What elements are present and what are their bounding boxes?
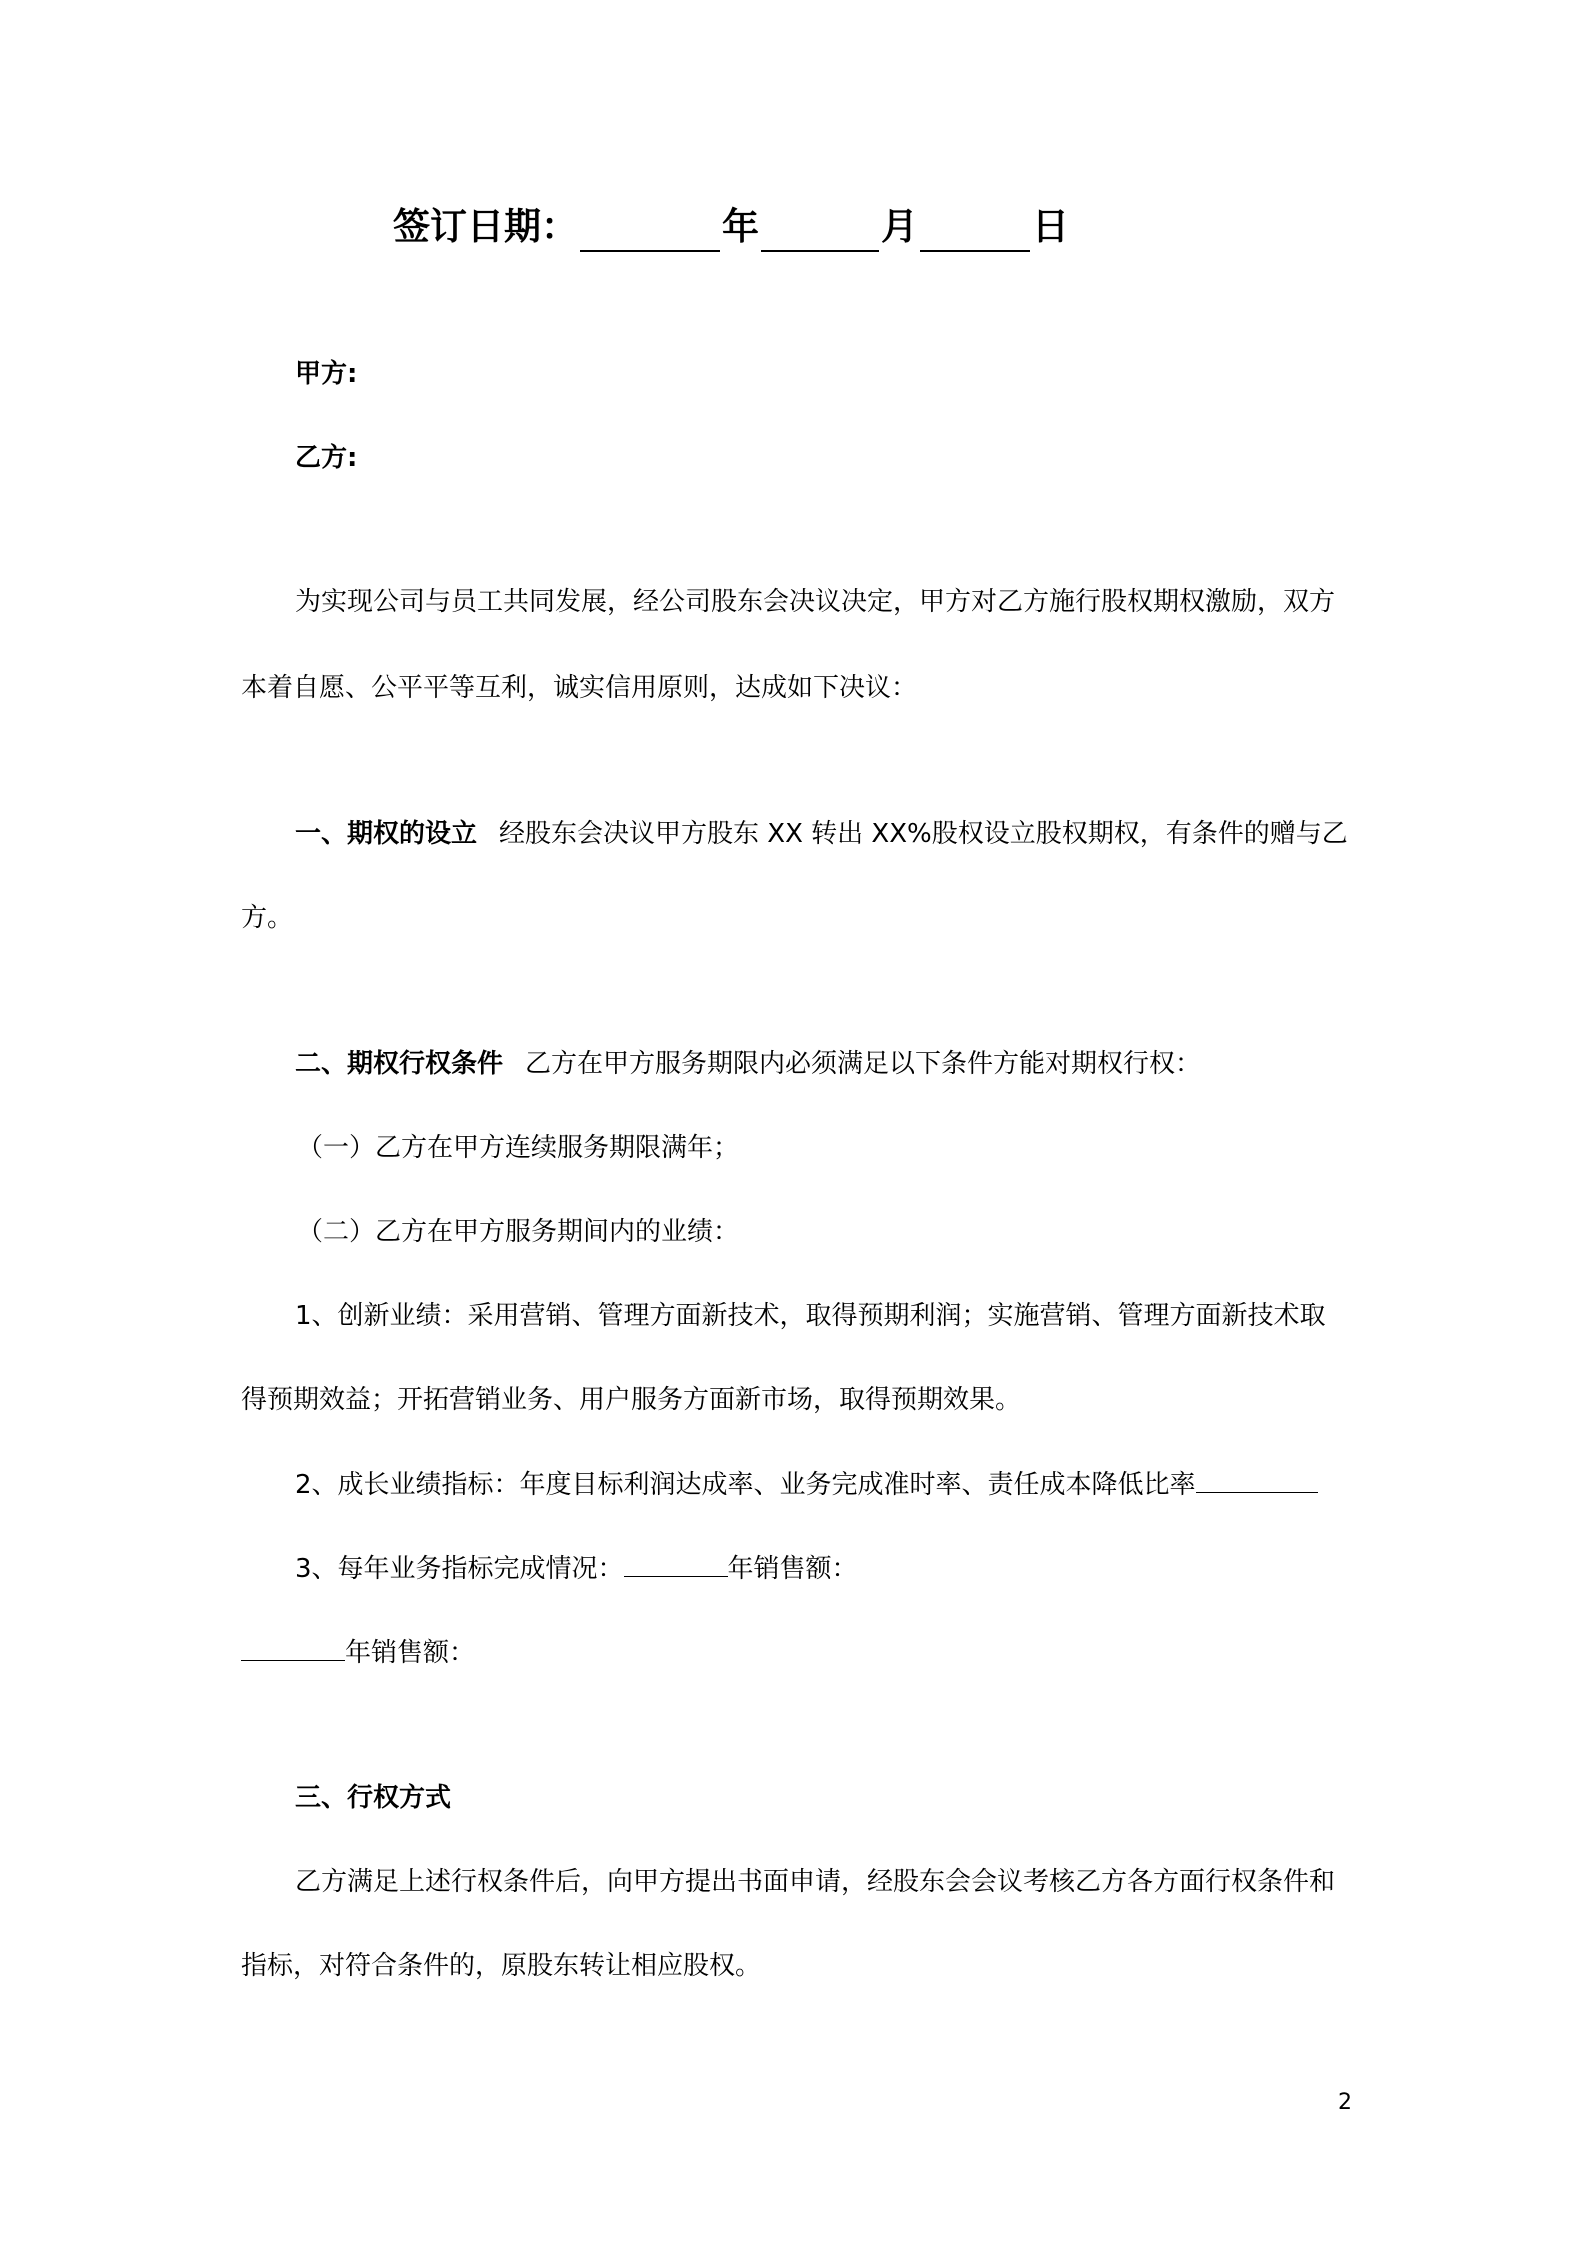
- sales-year-blank-1: [624, 1550, 728, 1577]
- section-2-sub-2: [295, 1466, 1318, 1503]
- section-3-line-1: 乙方满足上述行权条件后，向甲方提出书面申请，经股东会会议考核乙方各方面行权条件和: [295, 1867, 1336, 1897]
- section-2-item-2: （二）乙方在甲方服务期间内的业绩：: [297, 1217, 740, 1247]
- section-2-sub-1-line-1: 1、创新业绩：采用营销、管理方面新技术，取得预期利润；实施营销、管理方面新技术取: [295, 1301, 1326, 1331]
- month-blank: [761, 214, 879, 252]
- section-1-line-2: 方。: [241, 903, 294, 933]
- section-2-sub-1-line-2: 得预期效益；开拓营销业务、用户服务方面新市场，取得预期效果。: [241, 1385, 1022, 1415]
- section-2-heading-line: [295, 1046, 1201, 1082]
- section-2-item-1: （一）乙方在甲方连续服务期限满年；: [297, 1133, 740, 1163]
- signing-date-title: [393, 202, 1069, 252]
- party-a-label: 甲方:: [295, 359, 358, 389]
- day-label: 日: [1032, 205, 1069, 248]
- signing-date-label: 签订日期：: [393, 205, 578, 248]
- section-3-heading: 三、行权方式: [295, 1783, 452, 1813]
- section-2-sub-3-suffix: 年销售额：: [727, 1554, 858, 1584]
- month-label: 月: [881, 205, 918, 248]
- year-label: 年: [722, 205, 759, 248]
- year-blank: [580, 214, 720, 252]
- section-1-text: 经股东会决议甲方股东 XX 转出 XX%股权设立股权期权，有条件的赠与乙: [499, 819, 1348, 849]
- page-number: 2: [1338, 2090, 1352, 2115]
- section-1-heading: 一、期权的设立: [295, 819, 478, 849]
- section-2-text: 乙方在甲方服务期限内必须满足以下条件方能对期权行权：: [525, 1049, 1202, 1079]
- section-2-heading: 二、期权行权条件: [295, 1049, 504, 1079]
- intro-line-2: 本着自愿、公平平等互利，诚实信用原则，达成如下决议：: [241, 673, 918, 703]
- section-2-sub-3: [295, 1550, 858, 1587]
- day-blank: [920, 214, 1030, 252]
- section-2-sub-2-text: 2、成长业绩指标：年度目标利润达成率、业务完成准时率、责任成本降低比率: [295, 1470, 1196, 1500]
- intro-line-1: 为实现公司与员工共同发展，经公司股东会决议决定，甲方对乙方施行股权期权激励，双方: [295, 587, 1336, 617]
- rate-blank: [1196, 1466, 1318, 1493]
- party-b-label: 乙方:: [295, 443, 358, 473]
- section-2-sub-3b: [241, 1634, 475, 1671]
- section-2-sub-3-prefix: 3、每年业务指标完成情况：: [295, 1554, 624, 1584]
- sales-year-blank-2: [241, 1634, 345, 1661]
- section-3-line-2: 指标，对符合条件的，原股东转让相应股权。: [241, 1951, 762, 1981]
- section-2-sub-3b-suffix: 年销售额：: [345, 1638, 476, 1668]
- section-1-line-1: [295, 816, 1348, 852]
